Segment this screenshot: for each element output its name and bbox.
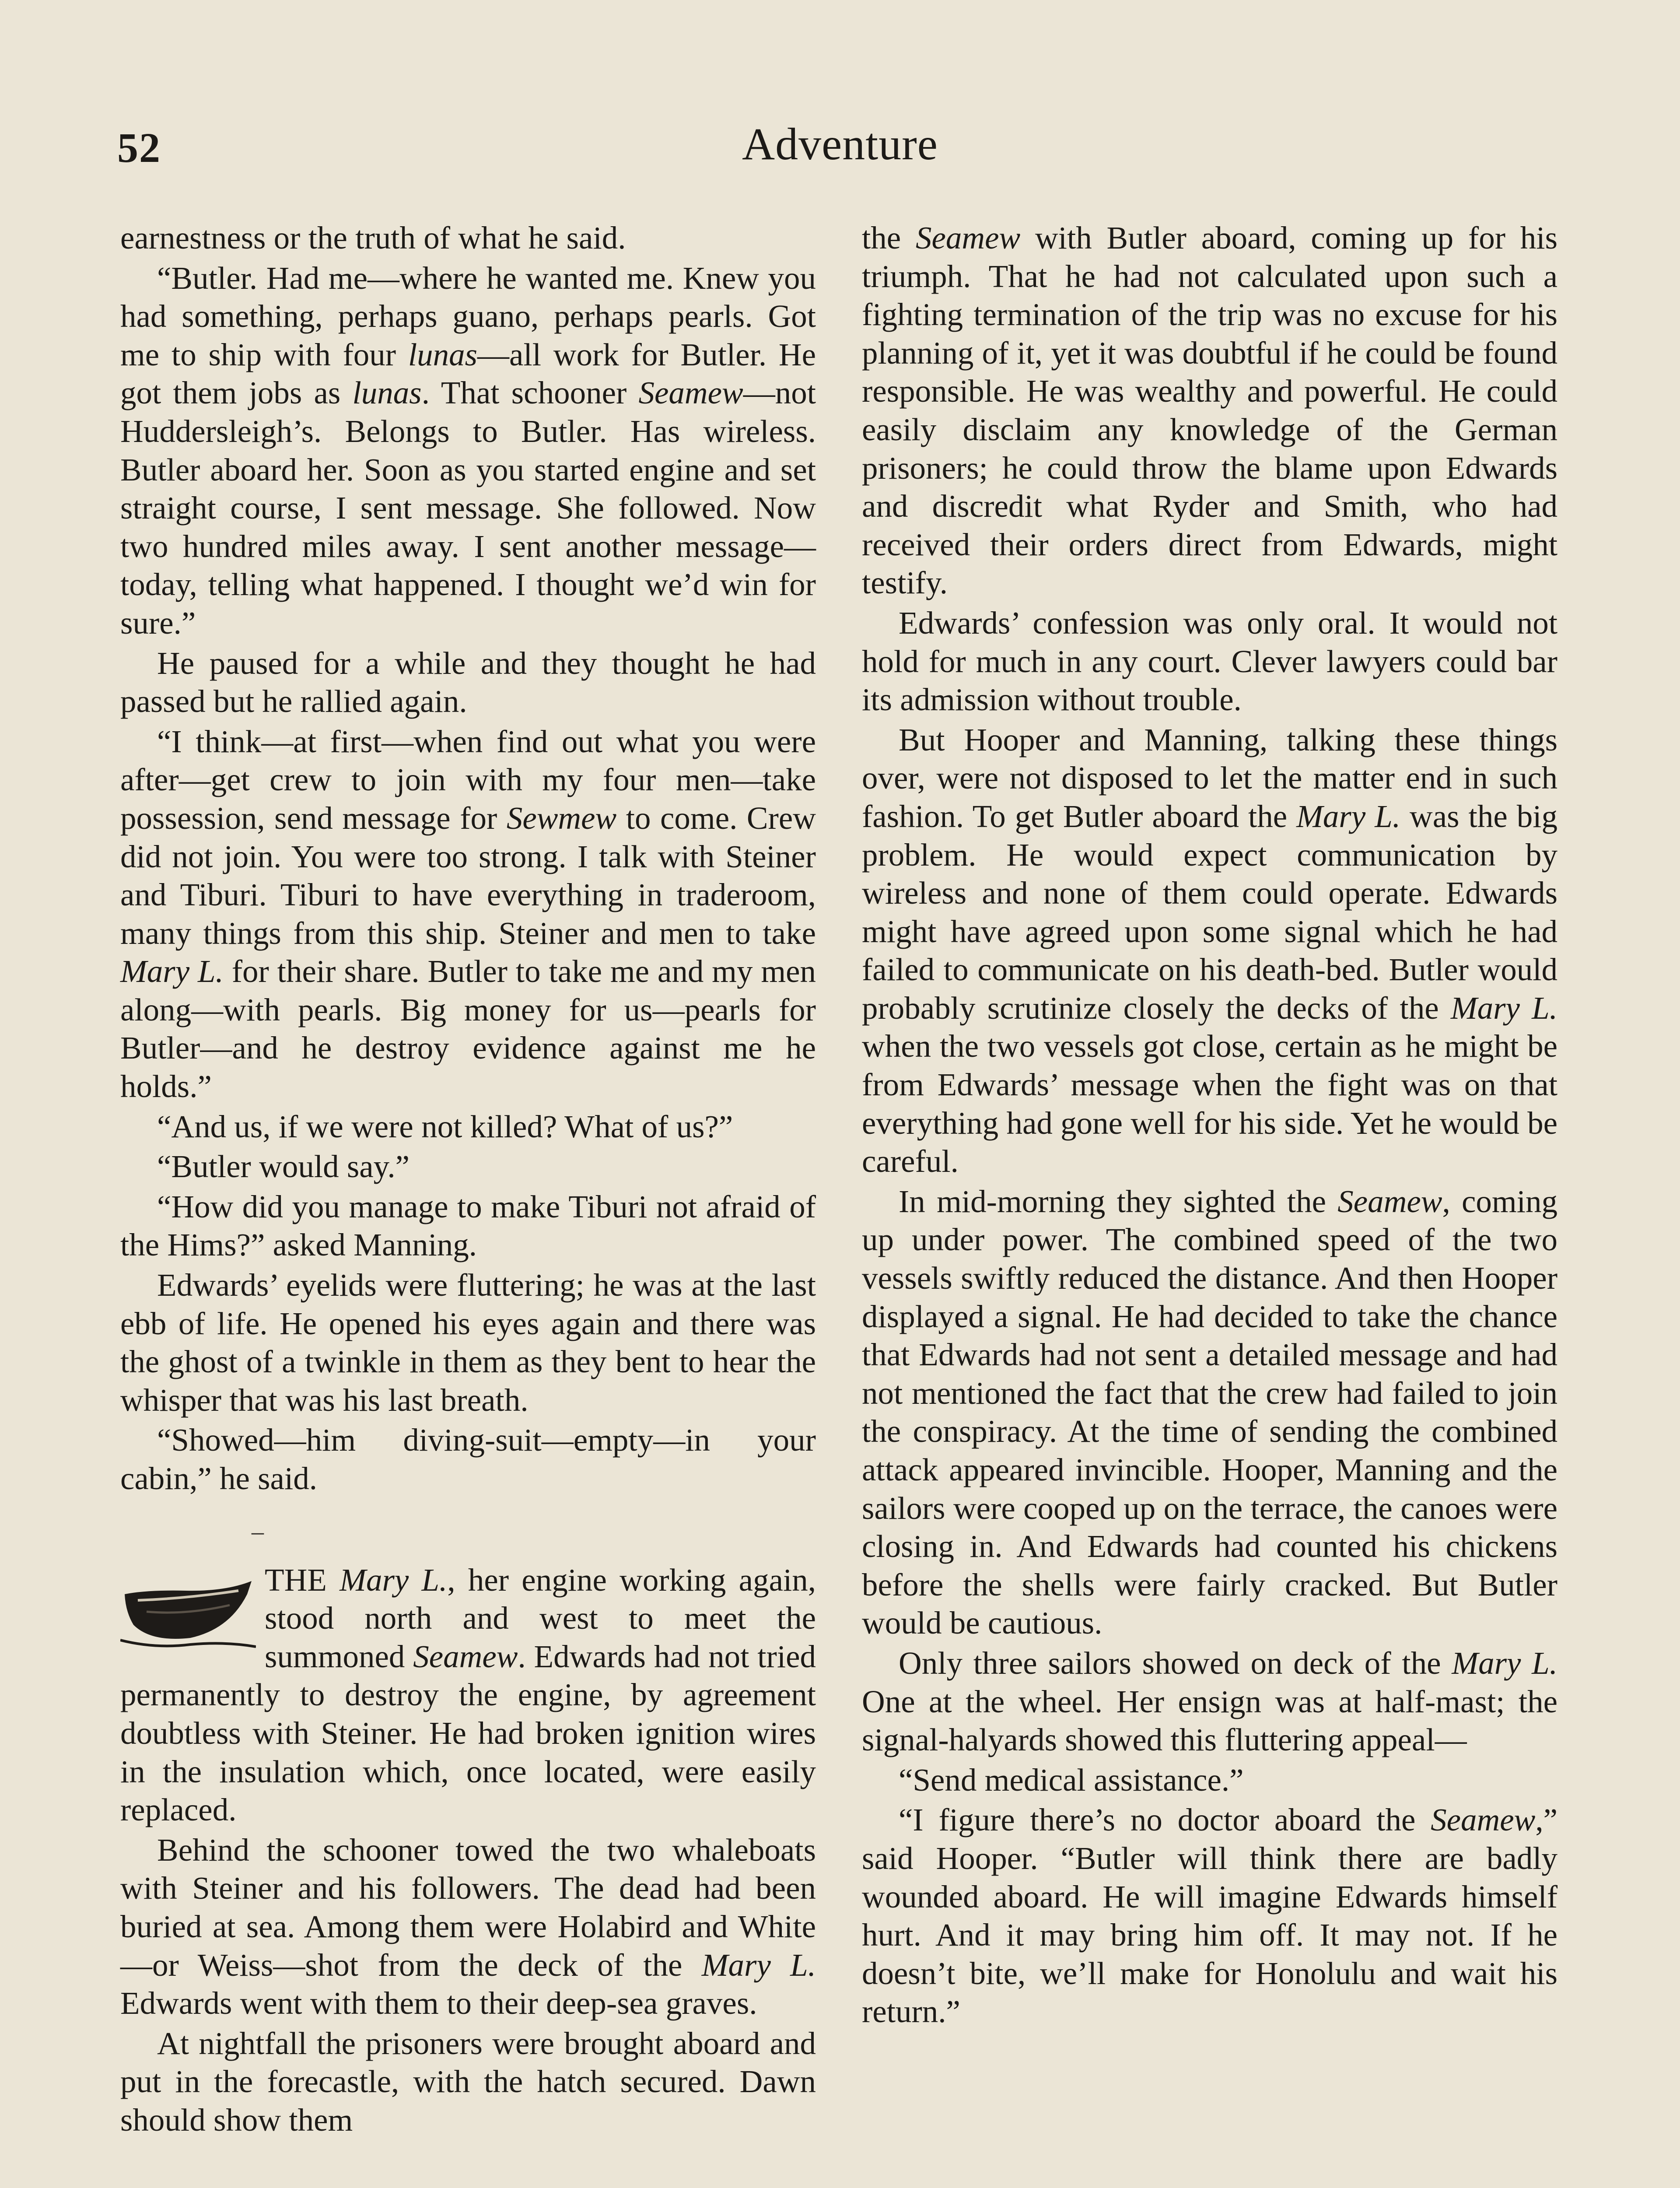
paragraph: Edwards’ confession was only oral. It would not hold for much in any court. Clever lawyers could bar its admission without trouble. xyxy=(862,605,1558,718)
paragraph: But Hooper and Manning, talking these things over, were not disposed to let the matter end in such fashion. To get Butler aboard the Mary L. was the big problem. He would expect communication by wireless and none of them could operate. Edwards might have agreed upon some signal which he had failed to communicate on his death-bed. Butler would probably scrutinize closely the decks of the Mary L. when the two vessels got close, certain as he might be from Edwards’ message when the fight was on that everything had gone well for his side. Yet he would be careful. xyxy=(862,722,1558,1179)
paragraph: Only three sailors showed on deck of the Mary L. One at the wheel. Her ensign was at half-mast; the signal-halyards showed this fluttering appeal— xyxy=(862,1645,1558,1758)
paragraph: “I think—at first—when find out what you were after—get crew to join with my four men—take possession, send message for Sewmew to come. Crew did not join. You were too strong. I talk with Steiner and Tiburi. Tiburi to have everything in traderoom, many things from this ship. Steiner and men to take Mary L. for their share. Butler to take me and my men along—with pearls. Big money for us—pearls for Butler—and he destroy evidence against me he holds.” xyxy=(120,723,816,1105)
paragraph: “Butler. Had me—where he wanted me. Knew you had something, perhaps guano, perhaps pearls. Got me to ship with four lunas—all work for Butler. He got them jobs as lunas. That schooner Seamew—not Huddersleigh’s. Belongs to Butler. Has wireless. Butler aboard her. Soon as you started engine and set straight course, I sent message. She followed. Now two hundred miles away. I sent another message—today, telling what happened. I thought we’d win for sure.” xyxy=(120,260,816,641)
section-break xyxy=(120,1500,816,1561)
left-column xyxy=(120,219,816,2141)
paragraph: “Send medical assistance.” xyxy=(899,1762,1244,1798)
paragraph: earnestness or the truth of what he said. xyxy=(120,220,626,256)
paragraph: the Seamew with Butler aboard, coming up for his triumph. That he had not calculated upon such a fighting termination of the trip was no excuse for his planning of it, yet it was doubtful if he could be found responsible. He was wealthy and powerful. He could easily disclaim any knowledge of the German prisoners; he could throw the blame upon Edwards and discredit what Ryder and Smith, who had received their orders direct from Edwards, might testify. xyxy=(862,220,1558,601)
paragraph: He paused for a while and they thought he had passed but he rallied again. xyxy=(120,645,816,719)
paragraph: “How did you manage to make Tiburi not afraid of the Hims?” asked Manning. xyxy=(120,1189,816,1263)
page-number: 52 xyxy=(117,124,161,171)
running-title: Adventure xyxy=(742,119,938,169)
paragraph: At nightfall the prisoners were brought aboard and put in the forecastle, with the hatch secured. Dawn should show them xyxy=(120,2025,816,2138)
paragraph: In mid-morning they sighted the Seamew, coming up under power. The combined speed of the two vessels swiftly reduced the distance. And then Hooper displayed a signal. He had decided to take the chance that Edwards had not sent a detailed message and had not mentioned the fact that the crew had failed to join the conspiracy. At the time of sending the combined attack appeared invincible. Hooper, Manning and the sailors were cooped up on the terrace, the canoes were closing in. And Edwards had counted his chickens before the shells were fairly cracked. But Butler would be cautious. xyxy=(862,1183,1558,1641)
paragraph: Behind the schooner towed the two whaleboats with Steiner and his followers. The dead had been buried at sea. Among them were Holabird and White—or Weiss—shot from the deck of the Mary L. Edwards went with them to their deep-sea graves. xyxy=(120,1832,816,2021)
paragraph: “I figure there’s no doctor aboard the Seamew,” said Hooper. “Butler will think there are badly wounded aboard. He will imagine Edwards himself hurt. And it may bring him off. It may not. If he doesn’t bite, we’ll make for Honolulu and wait his return.” xyxy=(862,1802,1558,2030)
section-opening-paragraph: THE Mary L., her engine working again, stood north and west to meet the summoned Seamew. Edwards had not tried permanently to destroy the engine, by agreement doubtless with Steiner. He had broken ignition wires in the insulation which, once located, were easily replaced. xyxy=(120,1562,816,1828)
right-column xyxy=(862,219,1558,2033)
paragraph: “Showed—him diving-suit—empty—in your cabin,” he said. xyxy=(120,1422,816,1496)
paragraph: “Butler would say.” xyxy=(157,1149,410,1185)
paragraph: Edwards’ eyelids were fluttering; he was at the last ebb of life. He opened his eyes again and there was the ghost of a twinkle in them as they bent to hear the whisper that was his last breath. xyxy=(120,1267,816,1418)
dash-icon: ‒ xyxy=(252,1518,264,1545)
paragraph: “And us, if we were not killed? What of us?” xyxy=(157,1108,733,1144)
canoe-icon xyxy=(120,1564,256,1653)
